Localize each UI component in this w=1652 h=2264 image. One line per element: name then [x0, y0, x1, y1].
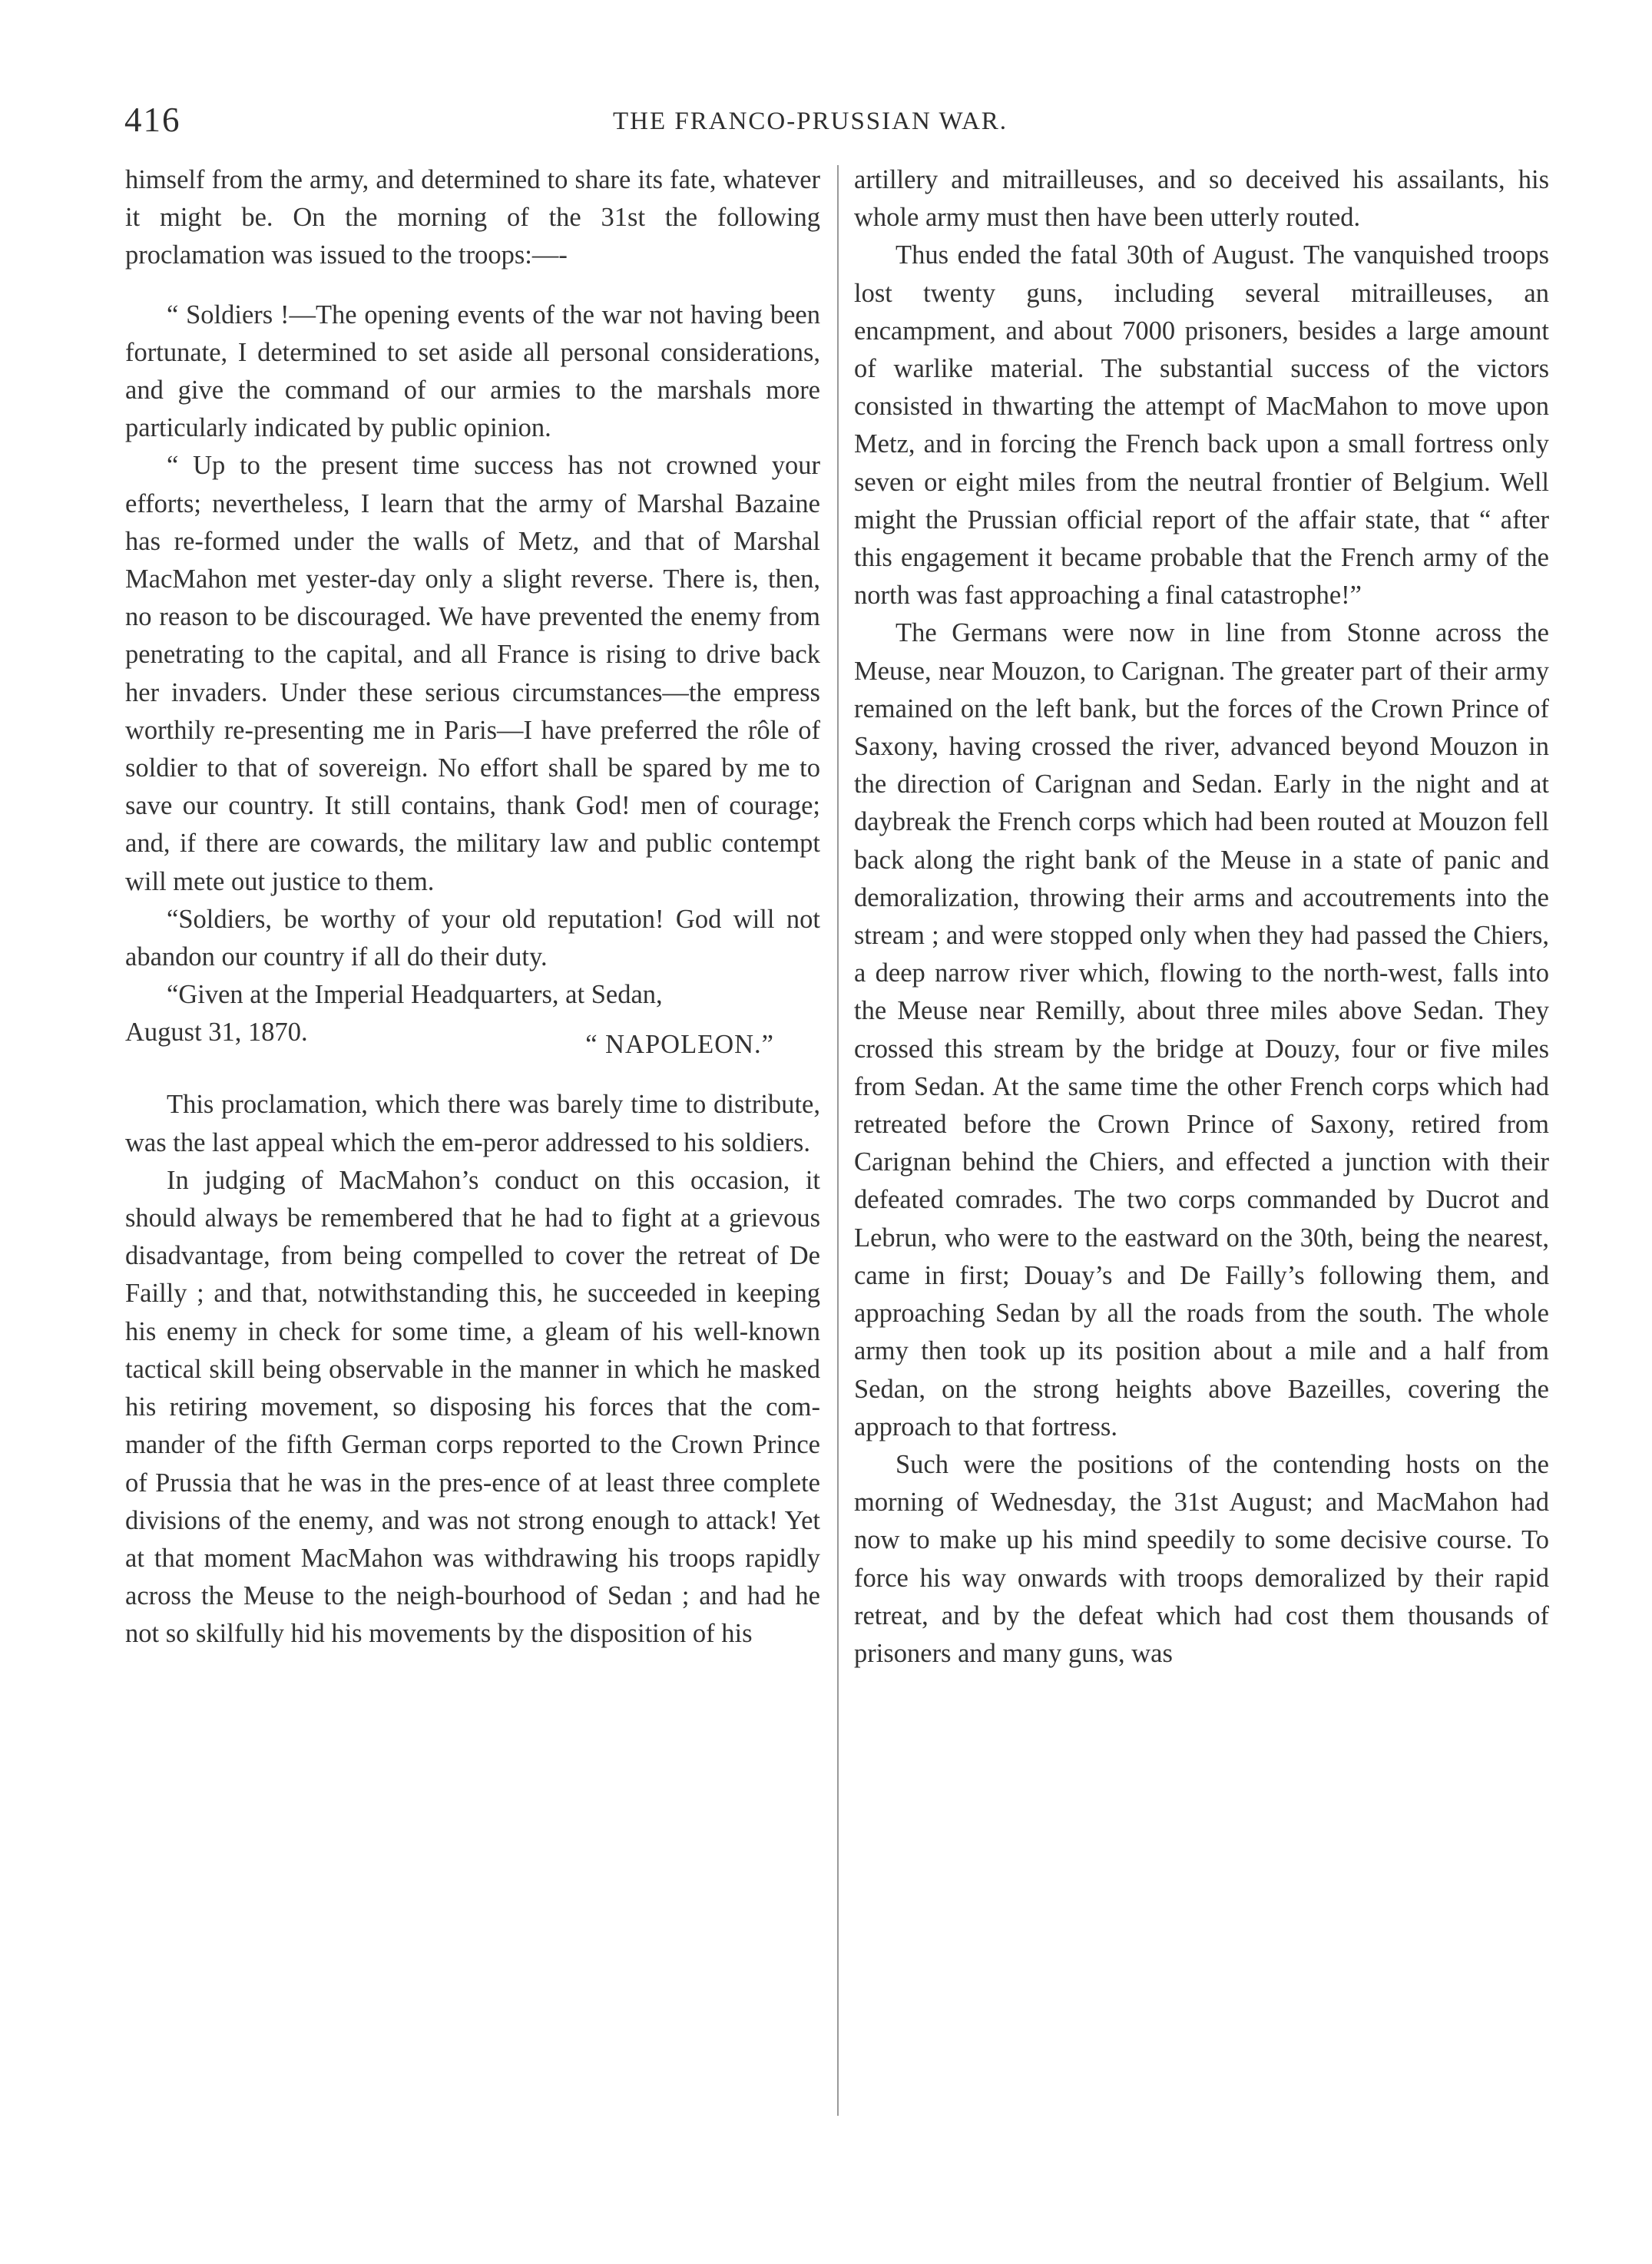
paragraph: artillery and mitrailleuses, and so deceived his assailants, his whole army must then have been utterly routed.	[854, 165, 1549, 233]
signature-row	[125, 1014, 820, 1064]
proclamation-date: August 31, 1870.	[125, 1018, 308, 1048]
proclamation-paragraph: “ Up to the present time success has not crowned your efforts; nevertheless, I learn that the army of Marshal Bazaine has re-formed under the walls of Metz, and that of Marshal MacMahon met yester-day only a slight reverse. There is, then, no reason to be discouraged. We have prevented the enemy from penetrating to the capital, and all France is rising to drive back her invaders. Under these serious circumstances—the empress worthily re-presenting me in Paris—I have preferred the rôle of soldier to that of sovereign. No effort shall be spared by me to save our country. It still contains, thank God! men of courage; and, if there are cowards, the military law and public contempt will mete out justice to them.	[125, 451, 820, 896]
proclamation-dateline: “Given at the Imperial Headquarters, at Sedan,	[167, 980, 663, 1010]
paragraph: Thus ended the fatal 30th of August. The vanquished troops lost twenty guns, including several mitrailleuses, an encampment, and about 7000 prisoners, besides a large amount of warlike material. The substantial success of the victors consisted in thwarting the attempt of MacMahon to move upon Metz, and in forcing the French back upon a small fortress only seven or eight miles from the neutral frontier of Belgium. Well might the Prussian official report of the affair state, that “ after this engagement it became probable that the French army of the north was fast approaching a final catastrophe!”	[854, 240, 1549, 611]
page-number: 416	[124, 101, 181, 139]
paragraph: himself from the army, and determined to share its fate, whatever it might be. On the morning of the 31st the following proclamation was issued to the troops:—-	[125, 165, 820, 270]
right-column	[854, 161, 1549, 1673]
proclamation-paragraph: “Soldiers, be worthy of your old reputation! God will not abandon our country if all do their duty.	[125, 904, 820, 972]
column-divider	[837, 165, 839, 2116]
paragraph: Such were the positions of the contending hosts on the morning of Wednesday, the 31st August; and MacMahon had now to make up his mind speedily to some decisive course. To force his way onwards with troops demoralized by their rapid retreat, and by the defeat which had cost them thousands of prisoners and many guns, was	[854, 1449, 1549, 1668]
signature: “ NAPOLEON.”	[585, 1030, 774, 1060]
paragraph: The Germans were now in line from Stonne across the Meuse, near Mouzon, to Carignan. The greater part of their army remained on the left bank, but the forces of the Crown Prince of Saxony, having crossed the river, advanced beyond Mouzon in the direction of Carignan and Sedan. Early in the night and at daybreak the French corps which had been routed at Mouzon fell back along the right bank of the Meuse in a state of panic and demoralization, throwing their arms and accoutrements into the stream ; and were stopped only when they had passed the Chiers, a deep narrow river which, flowing to the north-west, falls into the Meuse near Remilly, about three miles above Sedan. They crossed this stream by the bridge at Douzy, four or five miles from Sedan. At the same time the other French corps which had retreated before the Crown Prince of Saxony, retired from Carignan behind the Chiers, and effected a junction with their defeated comrades. The two corps commanded by Ducrot and Lebrun, who were to the eastward on the 30th, being the nearest, came in first; Douay’s and De Failly’s following them, and approaching Sedan by all the roads from the south. The whole army then took up its position about a mile and a half from Sedan, on the strong heights above Bazeilles, covering the approach to that fortress.	[854, 618, 1549, 1441]
paragraph: In judging of MacMahon’s conduct on this occasion, it should always be remembered that he had to fight at a grievous disadvantage, from being compelled to cover the retreat of De Failly ; and that, notwithstanding this, he succeeded in keeping his enemy in check for some time, a gleam of his well-known tactical skill being observable in the manner in which he masked his retiring movement, so disposing his forces that the com-mander of the fifth German corps reported to the Crown Prince of Prussia that he was in the pres-ence of at least three complete divisions of the enemy, and was not strong enough to attack! Yet at that moment MacMahon was withdrawing his troops rapidly across the Meuse to the neigh-bourhood of Sedan ; and had he not so skilfully hid his movements by the disposition of his	[125, 1165, 820, 1649]
running-head	[115, 100, 1544, 146]
running-title: THE FRANCO-PRUSSIAN WAR.	[613, 108, 1008, 135]
paragraph: This proclamation, which there was barely time to distribute, was the last appeal which the em-peror addressed to his soldiers.	[125, 1090, 820, 1157]
proclamation-paragraph: “ Soldiers !—The opening events of the war not having been fortunate, I determined to set aside all personal considerations, and give the command of our armies to the marshals more particularly indicated by public opinion.	[125, 300, 820, 443]
left-column	[125, 161, 820, 1653]
